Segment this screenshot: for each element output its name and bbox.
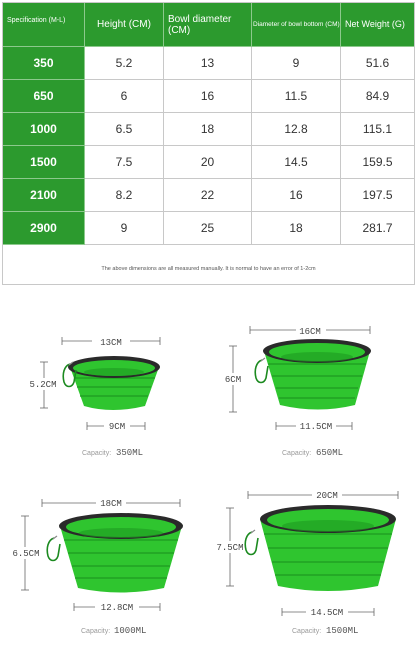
table-row (3, 47, 414, 80)
diameter-cell: 20 (164, 146, 252, 179)
capacity-value: 350ML (116, 448, 144, 458)
bowl-650 (222, 324, 371, 458)
diameter-cell: 25 (164, 212, 252, 245)
capacity-label: Capacity: (282, 450, 312, 457)
height-label: 5.2CM (29, 380, 57, 390)
capacity-label: Capacity: (82, 450, 112, 457)
height-cell: 6 (85, 80, 164, 113)
height-cell: 6.5 (85, 113, 164, 146)
bottom-cell: 14.5 (252, 146, 341, 179)
bottom-cell: 9 (252, 47, 341, 80)
header-bowl-diameter: Bowl diameter (CM) (164, 3, 252, 47)
bottom-diameter-label: 12.8CM (100, 603, 134, 613)
header-specification: Specification (M-L) (3, 3, 85, 47)
spec-cell: 2100 (3, 179, 85, 212)
top-diameter-label: 13CM (100, 338, 122, 348)
height-cell: 7.5 (85, 146, 164, 179)
height-cell: 9 (85, 212, 164, 245)
diameter-cell: 13 (164, 47, 252, 80)
spec-cell: 350 (3, 47, 85, 80)
height-label: 7.5CM (216, 543, 244, 553)
spec-cell: 650 (3, 80, 85, 113)
table-row (3, 179, 414, 212)
size-table (2, 2, 415, 285)
table-header-row (3, 3, 414, 47)
table-row (3, 80, 414, 113)
table-row (3, 146, 414, 179)
bottom-diameter-label: 14.5CM (310, 608, 344, 618)
header-net-weight: Net Weight (G) (341, 3, 414, 47)
spec-cell: 1000 (3, 113, 85, 146)
spec-cell: 2900 (3, 212, 85, 245)
weight-cell: 115.1 (341, 113, 414, 146)
bottom-diameter-label: 9CM (108, 422, 126, 432)
weight-cell: 159.5 (341, 146, 414, 179)
bowl-illustrations (0, 290, 416, 646)
diameter-cell: 18 (164, 113, 252, 146)
bottom-cell: 16 (252, 179, 341, 212)
top-diameter-label: 16CM (299, 327, 321, 337)
weight-cell: 51.6 (341, 47, 414, 80)
bowl-1500 (214, 489, 398, 636)
capacity-value: 1000ML (114, 626, 147, 636)
bottom-diameter-label: 11.5CM (299, 422, 333, 432)
bottom-cell: 11.5 (252, 80, 341, 113)
table-row (3, 113, 414, 146)
bottom-cell: 12.8 (252, 113, 341, 146)
weight-cell: 84.9 (341, 80, 414, 113)
bottom-cell: 18 (252, 212, 341, 245)
bowl-1000 (10, 497, 183, 636)
weight-cell: 281.7 (341, 212, 414, 245)
bowl-350 (26, 335, 160, 458)
capacity-value: 1500ML (326, 626, 359, 636)
height-label: 6.5CM (12, 549, 40, 559)
capacity-value: 650ML (316, 448, 344, 458)
header-bottom-diameter: Diameter of bowl bottom (CM) (252, 3, 341, 47)
diameter-cell: 22 (164, 179, 252, 212)
height-cell: 8.2 (85, 179, 164, 212)
weight-cell: 197.5 (341, 179, 414, 212)
capacity-label: Capacity: (292, 628, 322, 635)
header-height: Height (CM) (85, 3, 164, 47)
height-cell: 5.2 (85, 47, 164, 80)
measurement-note: The above dimensions are all measured manually. It is normal to have an error of 1-2cm (101, 266, 316, 272)
table-row (3, 212, 414, 245)
diameter-cell: 16 (164, 80, 252, 113)
top-diameter-label: 18CM (100, 499, 122, 509)
capacity-label: Capacity: (81, 628, 111, 635)
spec-cell: 1500 (3, 146, 85, 179)
height-label: 6CM (224, 375, 242, 385)
top-diameter-label: 20CM (316, 491, 338, 501)
